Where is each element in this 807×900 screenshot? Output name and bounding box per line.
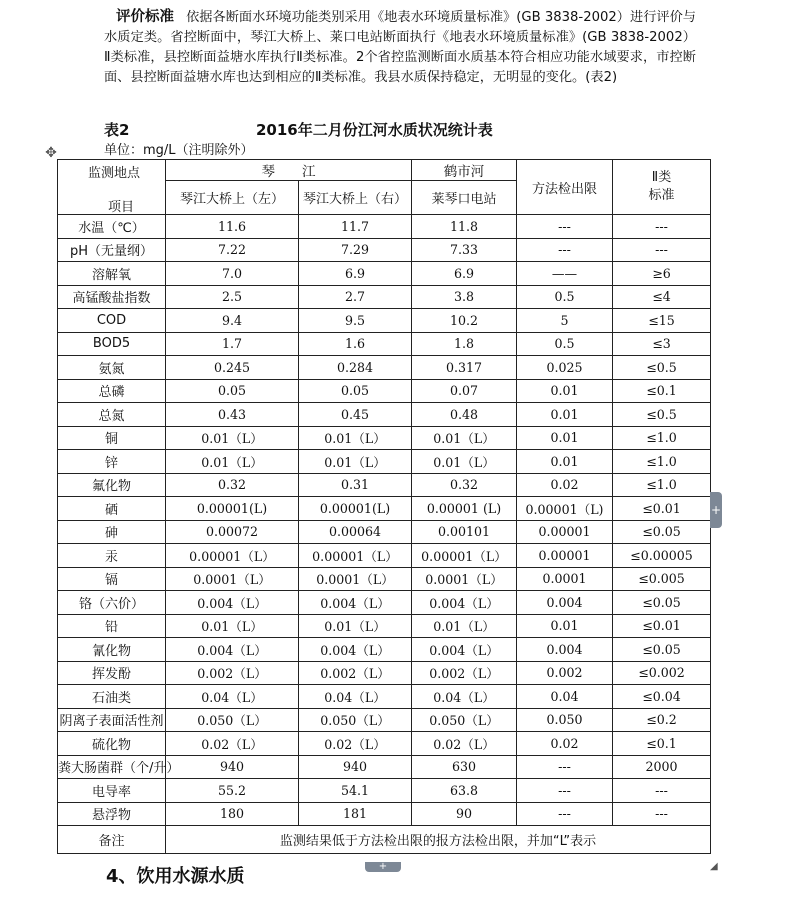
table-row bbox=[58, 497, 711, 521]
cell-item: 硒 bbox=[58, 497, 166, 521]
table-row bbox=[58, 215, 711, 239]
table-label: 表2 bbox=[104, 121, 130, 139]
cell-item: 铬（六价） bbox=[58, 591, 166, 615]
cell-right: 0.050（L） bbox=[299, 708, 412, 732]
cell-item: 氰化物 bbox=[58, 638, 166, 662]
cell-standard: ≤0.05 bbox=[613, 638, 711, 662]
cell-left: 0.04（L） bbox=[166, 685, 299, 709]
cell-limit: 0.01 bbox=[517, 379, 613, 403]
add-row-tab-icon[interactable]: + bbox=[365, 862, 401, 872]
table-row bbox=[58, 403, 711, 427]
header-sub-laiqin: 莱琴口电站 bbox=[412, 181, 517, 215]
cell-item: 镉 bbox=[58, 567, 166, 591]
cell-laiqin: 0.07 bbox=[412, 379, 517, 403]
cell-left: 0.02（L） bbox=[166, 732, 299, 756]
unit-note: 单位：mg/L（注明除外） bbox=[104, 143, 254, 158]
cell-left: 0.00072 bbox=[166, 520, 299, 544]
cell-standard: ≤3 bbox=[613, 332, 711, 356]
cell-left: 1.7 bbox=[166, 332, 299, 356]
cell-limit: 0.01 bbox=[517, 426, 613, 450]
table-row bbox=[58, 591, 711, 615]
evaluation-paragraph bbox=[104, 7, 696, 88]
cell-right: 0.00064 bbox=[299, 520, 412, 544]
header-corner-item: 项目 bbox=[108, 200, 135, 215]
cell-standard: ≤0.05 bbox=[613, 591, 711, 615]
cell-right: 0.05 bbox=[299, 379, 412, 403]
cell-left: 2.5 bbox=[166, 285, 299, 309]
cell-item: BOD5 bbox=[58, 332, 166, 356]
header-sub-right: 琴江大桥上（右） bbox=[299, 181, 412, 215]
cell-limit: 0.01 bbox=[517, 614, 613, 638]
cell-limit: 0.025 bbox=[517, 356, 613, 380]
cell-standard: ≤0.05 bbox=[613, 520, 711, 544]
header-site-qinjiang: 琴 江 bbox=[166, 160, 412, 181]
cell-limit: 0.02 bbox=[517, 473, 613, 497]
cell-right: 0.01（L） bbox=[299, 426, 412, 450]
table-row bbox=[58, 285, 711, 309]
table-row bbox=[58, 426, 711, 450]
cell-right: 0.00001(L) bbox=[299, 497, 412, 521]
cell-limit: 0.01 bbox=[517, 403, 613, 427]
cell-left: 9.4 bbox=[166, 309, 299, 333]
cell-left: 11.6 bbox=[166, 215, 299, 239]
cell-right: 0.004（L） bbox=[299, 638, 412, 662]
table-row bbox=[58, 614, 711, 638]
table-row bbox=[58, 685, 711, 709]
cell-item: 石油类 bbox=[58, 685, 166, 709]
cell-standard: --- bbox=[613, 215, 711, 239]
cell-left: 0.00001（L） bbox=[166, 544, 299, 568]
cell-right: 11.7 bbox=[299, 215, 412, 239]
cell-right: 1.6 bbox=[299, 332, 412, 356]
table-row bbox=[58, 356, 711, 380]
cell-standard: ≤0.005 bbox=[613, 567, 711, 591]
cell-laiqin: 0.48 bbox=[412, 403, 517, 427]
cell-limit: 0.0001 bbox=[517, 567, 613, 591]
cell-limit: 0.00001 bbox=[517, 544, 613, 568]
cell-standard: ≤0.01 bbox=[613, 614, 711, 638]
table-row bbox=[58, 309, 711, 333]
table-row bbox=[58, 638, 711, 662]
table-row bbox=[58, 473, 711, 497]
cell-limit: 5 bbox=[517, 309, 613, 333]
table-row bbox=[58, 544, 711, 568]
note-label: 备注 bbox=[58, 826, 166, 854]
table-row bbox=[58, 262, 711, 286]
cell-limit: --- bbox=[517, 755, 613, 779]
cell-limit: 0.00001 bbox=[517, 520, 613, 544]
cell-left: 940 bbox=[166, 755, 299, 779]
cell-left: 0.004（L） bbox=[166, 591, 299, 615]
cell-right: 0.004（L） bbox=[299, 591, 412, 615]
cell-laiqin: 0.04（L） bbox=[412, 685, 517, 709]
cell-laiqin: 90 bbox=[412, 802, 517, 826]
cell-right: 0.0001（L） bbox=[299, 567, 412, 591]
cell-laiqin: 0.00101 bbox=[412, 520, 517, 544]
cell-standard: ≤0.2 bbox=[613, 708, 711, 732]
table-row bbox=[58, 567, 711, 591]
cell-laiqin: 0.317 bbox=[412, 356, 517, 380]
cell-left: 180 bbox=[166, 802, 299, 826]
cell-laiqin: 0.004（L） bbox=[412, 591, 517, 615]
cell-right: 0.002（L） bbox=[299, 661, 412, 685]
header-site-heshi: 鹤市河 bbox=[412, 160, 517, 181]
header-class2-standard-text: Ⅱ类标准 bbox=[648, 170, 675, 203]
cell-standard: ≥6 bbox=[613, 262, 711, 286]
cell-item: 铜 bbox=[58, 426, 166, 450]
cell-right: 2.7 bbox=[299, 285, 412, 309]
cell-laiqin: 0.01（L） bbox=[412, 614, 517, 638]
cell-item: 粪大肠菌群（个/升） bbox=[58, 755, 166, 779]
cell-standard: ≤4 bbox=[613, 285, 711, 309]
cell-standard: --- bbox=[613, 802, 711, 826]
cell-item: 电导率 bbox=[58, 779, 166, 803]
cell-left: 0.00001(L) bbox=[166, 497, 299, 521]
cell-item: 水温（℃） bbox=[58, 215, 166, 239]
cell-laiqin: 630 bbox=[412, 755, 517, 779]
cell-item: 挥发酚 bbox=[58, 661, 166, 685]
water-quality-table bbox=[57, 159, 711, 854]
cell-left: 0.43 bbox=[166, 403, 299, 427]
cell-item: 高锰酸盐指数 bbox=[58, 285, 166, 309]
cell-right: 0.31 bbox=[299, 473, 412, 497]
cell-standard: --- bbox=[613, 238, 711, 262]
cell-left: 0.0001（L） bbox=[166, 567, 299, 591]
table-row bbox=[58, 755, 711, 779]
table-row bbox=[58, 802, 711, 826]
cell-laiqin: 0.00001（L） bbox=[412, 544, 517, 568]
cell-standard: 2000 bbox=[613, 755, 711, 779]
cell-limit: 0.050 bbox=[517, 708, 613, 732]
cell-left: 0.245 bbox=[166, 356, 299, 380]
cell-limit: 0.002 bbox=[517, 661, 613, 685]
cell-item: 砷 bbox=[58, 520, 166, 544]
cell-standard: --- bbox=[613, 779, 711, 803]
cell-left: 0.050（L） bbox=[166, 708, 299, 732]
cell-standard: ≤0.00005 bbox=[613, 544, 711, 568]
table-move-handle-icon[interactable]: ✥ bbox=[45, 145, 57, 161]
cell-right: 0.45 bbox=[299, 403, 412, 427]
cell-laiqin: 0.01（L） bbox=[412, 450, 517, 474]
cell-laiqin: 11.8 bbox=[412, 215, 517, 239]
table-resize-handle-icon[interactable]: ◢ bbox=[710, 861, 718, 872]
cell-item: 氟化物 bbox=[58, 473, 166, 497]
section-heading-drinking-water: 4、饮用水源水质 bbox=[106, 866, 245, 887]
table-row bbox=[58, 779, 711, 803]
cell-right: 0.00001（L） bbox=[299, 544, 412, 568]
cell-laiqin: 0.004（L） bbox=[412, 638, 517, 662]
cell-limit: 0.02 bbox=[517, 732, 613, 756]
cell-left: 7.22 bbox=[166, 238, 299, 262]
header-sub-left: 琴江大桥上（左） bbox=[166, 181, 299, 215]
note-text: 监测结果低于方法检出限的报方法检出限，并加“L”表示 bbox=[166, 826, 711, 854]
table-row bbox=[58, 520, 711, 544]
cell-left: 0.01（L） bbox=[166, 450, 299, 474]
cell-laiqin: 0.32 bbox=[412, 473, 517, 497]
cell-item: 总氮 bbox=[58, 403, 166, 427]
cell-standard: ≤0.1 bbox=[613, 732, 711, 756]
cell-limit: --- bbox=[517, 779, 613, 803]
cell-item: 汞 bbox=[58, 544, 166, 568]
cell-limit: —— bbox=[517, 262, 613, 286]
cell-item: 悬浮物 bbox=[58, 802, 166, 826]
evaluation-lead: 评价标准 bbox=[116, 9, 175, 25]
cell-laiqin: 0.050（L） bbox=[412, 708, 517, 732]
cell-right: 54.1 bbox=[299, 779, 412, 803]
table-row bbox=[58, 238, 711, 262]
cell-left: 0.01（L） bbox=[166, 426, 299, 450]
cell-limit: 0.5 bbox=[517, 285, 613, 309]
note-row bbox=[58, 826, 711, 854]
cell-left: 0.05 bbox=[166, 379, 299, 403]
cell-laiqin: 0.01（L） bbox=[412, 426, 517, 450]
header-class2-standard bbox=[613, 160, 711, 215]
cell-limit: 0.004 bbox=[517, 591, 613, 615]
cell-standard: ≤0.5 bbox=[613, 356, 711, 380]
cell-item: 溶解氧 bbox=[58, 262, 166, 286]
cell-standard: ≤1.0 bbox=[613, 473, 711, 497]
cell-left: 0.004（L） bbox=[166, 638, 299, 662]
table-title: 2016年二月份江河水质状况统计表 bbox=[256, 121, 493, 139]
cell-left: 0.01（L） bbox=[166, 614, 299, 638]
cell-standard: ≤0.002 bbox=[613, 661, 711, 685]
cell-item: COD bbox=[58, 309, 166, 333]
cell-item: 硫化物 bbox=[58, 732, 166, 756]
cell-standard: ≤0.5 bbox=[613, 403, 711, 427]
cell-laiqin: 3.8 bbox=[412, 285, 517, 309]
table-row bbox=[58, 332, 711, 356]
cell-limit: 0.01 bbox=[517, 450, 613, 474]
cell-standard: ≤0.01 bbox=[613, 497, 711, 521]
header-method-limit: 方法检出限 bbox=[517, 160, 613, 215]
cell-item: 氨氮 bbox=[58, 356, 166, 380]
cell-laiqin: 10.2 bbox=[412, 309, 517, 333]
table-row bbox=[58, 450, 711, 474]
cell-limit: 0.00001（L) bbox=[517, 497, 613, 521]
table-row bbox=[58, 732, 711, 756]
cell-standard: ≤1.0 bbox=[613, 450, 711, 474]
cell-limit: 0.04 bbox=[517, 685, 613, 709]
cell-limit: 0.004 bbox=[517, 638, 613, 662]
cell-laiqin: 0.0001（L） bbox=[412, 567, 517, 591]
cell-item: 总磷 bbox=[58, 379, 166, 403]
cell-limit: 0.5 bbox=[517, 332, 613, 356]
cell-right: 0.04（L） bbox=[299, 685, 412, 709]
evaluation-text: 依据各断面水环境功能类别采用《地表水环境质量标准》(GB 3838-2002）进行评价与水质定类。省控断面中，琴江大桥上、莱口电站断面执行《地表水环境质量标准》(GB 3838-2002）Ⅱ类标准，县控断面益塘水库执行Ⅱ类标准。2个省控监测断面水质基本符合相应功能水域要求，市控断面、县控断面益塘水库也达到相应的Ⅱ类标准。我县水质保持稳定，无明显的变化。(表2) bbox=[104, 10, 696, 85]
cell-right: 0.01（L） bbox=[299, 614, 412, 638]
cell-right: 7.29 bbox=[299, 238, 412, 262]
cell-laiqin: 7.33 bbox=[412, 238, 517, 262]
header-corner bbox=[58, 160, 166, 215]
cell-right: 9.5 bbox=[299, 309, 412, 333]
cell-laiqin: 6.9 bbox=[412, 262, 517, 286]
cell-laiqin: 1.8 bbox=[412, 332, 517, 356]
table-row bbox=[58, 708, 711, 732]
cell-standard: ≤15 bbox=[613, 309, 711, 333]
cell-right: 6.9 bbox=[299, 262, 412, 286]
cell-item: pH（无量纲） bbox=[58, 238, 166, 262]
cell-item: 铅 bbox=[58, 614, 166, 638]
cell-standard: ≤1.0 bbox=[613, 426, 711, 450]
cell-left: 0.002（L） bbox=[166, 661, 299, 685]
cell-laiqin: 0.02（L） bbox=[412, 732, 517, 756]
cell-laiqin: 63.8 bbox=[412, 779, 517, 803]
cell-right: 181 bbox=[299, 802, 412, 826]
table-row bbox=[58, 661, 711, 685]
cell-left: 0.32 bbox=[166, 473, 299, 497]
cell-left: 55.2 bbox=[166, 779, 299, 803]
cell-right: 940 bbox=[299, 755, 412, 779]
cell-right: 0.02（L） bbox=[299, 732, 412, 756]
cell-left: 7.0 bbox=[166, 262, 299, 286]
cell-item: 锌 bbox=[58, 450, 166, 474]
add-column-tab-icon[interactable]: + bbox=[710, 492, 722, 528]
cell-laiqin: 0.00001 (L) bbox=[412, 497, 517, 521]
cell-right: 0.284 bbox=[299, 356, 412, 380]
cell-standard: ≤0.04 bbox=[613, 685, 711, 709]
cell-standard: ≤0.1 bbox=[613, 379, 711, 403]
cell-item: 阴离子表面活性剂 bbox=[58, 708, 166, 732]
table-row bbox=[58, 379, 711, 403]
cell-limit: --- bbox=[517, 802, 613, 826]
cell-right: 0.01（L） bbox=[299, 450, 412, 474]
cell-laiqin: 0.002（L） bbox=[412, 661, 517, 685]
cell-limit: --- bbox=[517, 215, 613, 239]
header-corner-site: 监测地点 bbox=[88, 166, 141, 181]
cell-limit: --- bbox=[517, 238, 613, 262]
